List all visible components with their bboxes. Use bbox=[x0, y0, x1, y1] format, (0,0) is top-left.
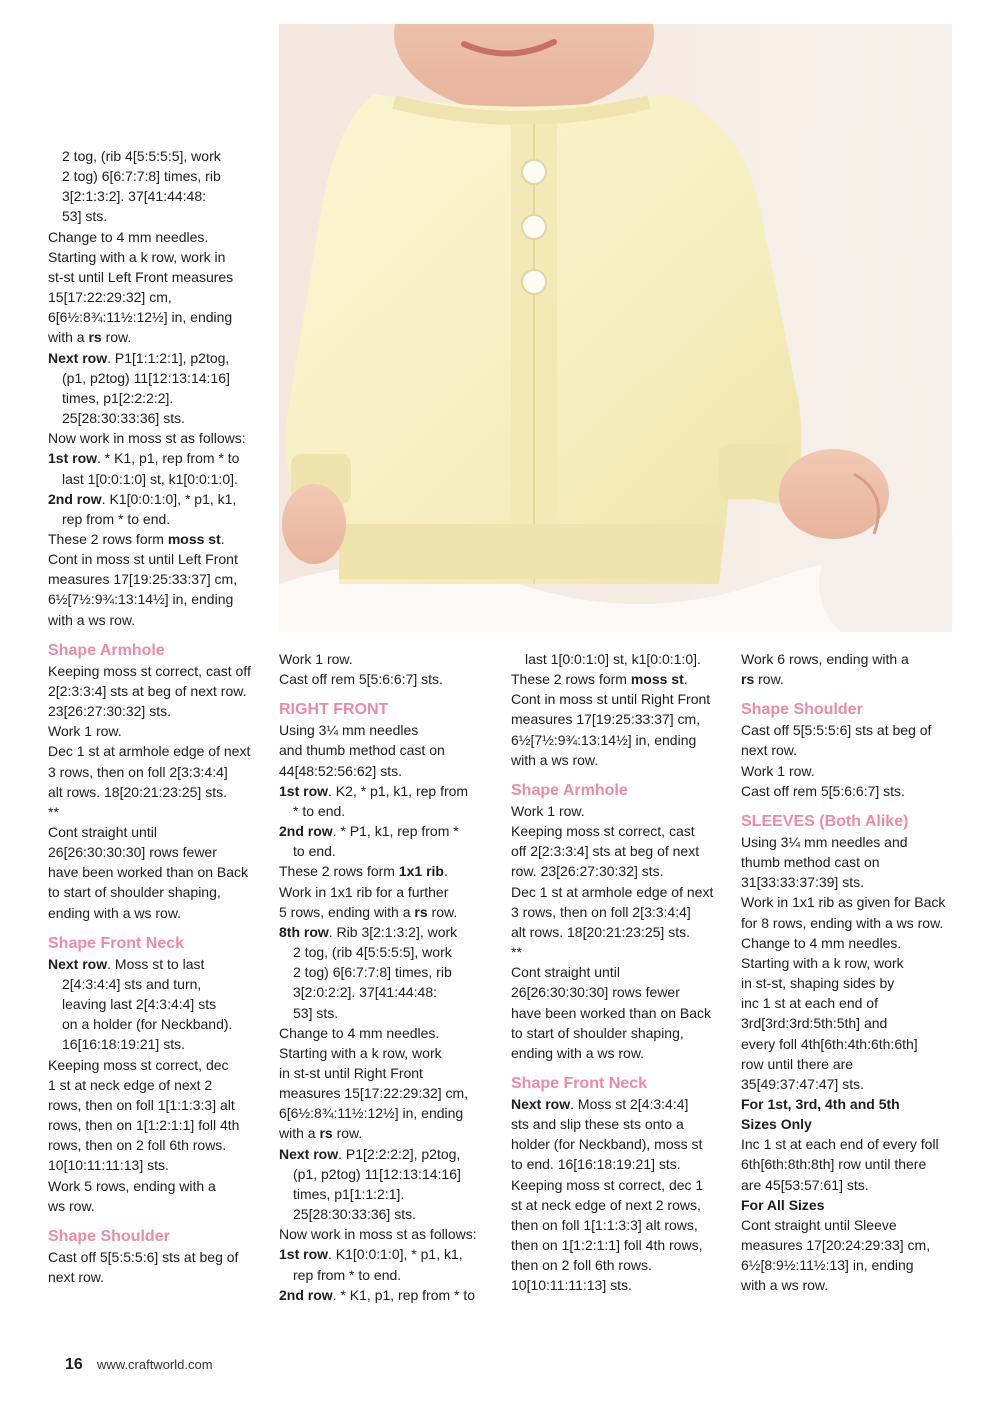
pattern-line: in st-st, shaping sides by bbox=[741, 975, 895, 992]
section-heading: RIGHT FRONT bbox=[279, 701, 389, 719]
pattern-line: 6[6½:8¾:11½:12½] in, ending bbox=[48, 309, 233, 326]
line-text: These 2 rows form bbox=[511, 671, 631, 688]
pattern-line: 6½[7½:9¾:13:14½] in, ending bbox=[48, 591, 234, 608]
pattern-line: Using 3¼ mm needles and bbox=[741, 833, 908, 850]
pattern-line: with a ws row. bbox=[511, 751, 599, 768]
pattern-line: 53] sts. bbox=[62, 208, 108, 225]
pattern-line: Starting with a k row, work bbox=[741, 954, 904, 971]
line-text: row. bbox=[427, 903, 458, 920]
bold-term: rs bbox=[414, 903, 428, 920]
pattern-line: to start of shoulder shaping, bbox=[48, 884, 221, 901]
pattern-line: Change to 4 mm needles. bbox=[741, 934, 902, 951]
line-text: with a bbox=[48, 329, 89, 346]
pattern-line: measures 17[19:25:33:37] cm, bbox=[511, 711, 701, 728]
bold-term: For 1st, 3rd, 4th and 5th bbox=[741, 1095, 900, 1112]
pattern-line bbox=[279, 1123, 499, 1143]
pattern-line: 31[33:33:37:39] sts. bbox=[741, 874, 864, 891]
pattern-line: then on 2 foll 6th rows. bbox=[511, 1257, 652, 1274]
pattern-line bbox=[48, 489, 268, 509]
bold-term: moss st bbox=[167, 530, 221, 547]
bold-term: rs bbox=[319, 1125, 333, 1142]
photo-illustration bbox=[279, 24, 952, 632]
pattern-line bbox=[279, 821, 499, 841]
pattern-line: thumb method cast on bbox=[741, 854, 880, 871]
pattern-line: next row. bbox=[48, 1268, 105, 1285]
line-text: . K1[0:0:1:0], * p1, k1, bbox=[101, 490, 237, 507]
pattern-line: 26[26:30:30:30] rows fewer bbox=[48, 844, 217, 861]
line-text: . K1[0:0:1:0], * p1, k1, bbox=[328, 1246, 463, 1263]
line-text: . Moss st to last bbox=[107, 955, 205, 972]
bold-term: 1st row bbox=[48, 450, 98, 467]
pattern-line bbox=[741, 669, 961, 689]
section-heading: Shape Armhole bbox=[48, 641, 165, 659]
section-heading: SLEEVES (Both Alike) bbox=[741, 812, 909, 830]
pattern-line bbox=[48, 954, 268, 974]
line-text: These 2 rows form bbox=[48, 530, 168, 547]
bold-term: 2nd row bbox=[279, 823, 333, 840]
pattern-line bbox=[48, 448, 268, 468]
bold-term: rs bbox=[88, 329, 102, 346]
line-text: . * K1, p1, rep from * to bbox=[97, 450, 240, 467]
pattern-line: last 1[0:0:1:0] st, k1[0:0:1:0]. bbox=[525, 651, 701, 667]
pattern-line: Work in 1x1 rib as given for Back bbox=[741, 894, 946, 911]
pattern-line bbox=[279, 861, 499, 881]
pattern-line: with a ws row. bbox=[741, 1277, 829, 1294]
bold-term: 8th row bbox=[279, 923, 329, 940]
pattern-line: 26[26:30:30:30] rows fewer bbox=[511, 984, 680, 1001]
pattern-line: 2[4:3:4:4] sts and turn, bbox=[62, 975, 202, 992]
bold-term: 1st row bbox=[279, 782, 329, 799]
pattern-line bbox=[741, 1114, 961, 1134]
pattern-line: 15[17:22:29:32] cm, bbox=[48, 289, 172, 306]
pattern-line: in st-st until Right Front bbox=[279, 1064, 423, 1081]
pattern-line bbox=[741, 1094, 961, 1114]
pattern-line: rows, then on foll 1[1:1:3:3] alt bbox=[48, 1096, 235, 1113]
pattern-line: rep from * to end. bbox=[62, 510, 171, 527]
page-number: 16 bbox=[65, 1356, 83, 1373]
line-text: . K2, * p1, k1, rep from bbox=[328, 782, 469, 799]
pattern-line: to end. bbox=[293, 843, 336, 860]
bold-term: 1st row bbox=[279, 1246, 329, 1263]
pattern-line: 23[26:27:30:32] sts. bbox=[48, 703, 171, 720]
line-text: row. bbox=[332, 1125, 363, 1142]
pattern-line: 53] sts. bbox=[293, 1004, 339, 1021]
bold-term: 2nd row bbox=[279, 1286, 333, 1303]
pattern-line: 3rd[3rd:3rd:5th:5th] and bbox=[741, 1015, 888, 1032]
footer-url: www.craftworld.com bbox=[96, 1357, 213, 1372]
pattern-line: have been worked than on Back bbox=[48, 864, 249, 881]
pattern-line: to start of shoulder shaping, bbox=[511, 1024, 684, 1041]
pattern-line: st-st until Left Front measures bbox=[48, 268, 234, 285]
pattern-line bbox=[279, 1144, 499, 1164]
bold-term: 1x1 rib bbox=[398, 863, 444, 880]
pattern-line bbox=[741, 1195, 961, 1215]
pattern-line: holder (for Neckband), moss st bbox=[511, 1136, 703, 1153]
line-text: row. bbox=[754, 671, 784, 688]
pattern-line: measures 17[19:25:33:37] cm, bbox=[48, 571, 238, 588]
pattern-line: ending with a ws row. bbox=[48, 904, 182, 921]
pattern-line bbox=[279, 922, 499, 942]
pattern-line: Using 3¼ mm needles bbox=[279, 722, 419, 739]
line-text: . bbox=[443, 863, 448, 880]
pattern-line: 35[49:37:47:47] sts. bbox=[741, 1075, 864, 1092]
pattern-line: 3 rows, then on foll 2[3:3:4:4] bbox=[511, 903, 691, 920]
pattern-line bbox=[511, 669, 731, 689]
pattern-line: Change to 4 mm needles. bbox=[279, 1024, 440, 1041]
pattern-line: on a holder (for Neckband). bbox=[62, 1016, 233, 1033]
pattern-line: 3[2:1:3:2]. 37[41:44:48: bbox=[62, 188, 207, 205]
pattern-line: Cast off 5[5:5:5:6] sts at beg of bbox=[741, 722, 932, 739]
pattern-line: 25[28:30:33:36] sts. bbox=[293, 1206, 416, 1223]
pattern-line: Now work in moss st as follows: bbox=[279, 1226, 477, 1243]
pattern-line: measures 15[17:22:29:32] cm, bbox=[279, 1085, 469, 1102]
bold-term: Sizes Only bbox=[741, 1116, 812, 1133]
pattern-line: 6[6½:8¾:11½:12½] in, ending bbox=[279, 1105, 464, 1122]
section-heading: Shape Front Neck bbox=[48, 934, 185, 952]
pattern-line: Cast off 5[5:5:5:6] sts at beg of bbox=[48, 1248, 239, 1265]
bold-term: Next row bbox=[48, 955, 108, 972]
line-text: with a bbox=[279, 1125, 320, 1142]
pattern-line: Dec 1 st at armhole edge of next bbox=[48, 743, 251, 760]
pattern-line: off 2[2:3:3:4] sts at beg of next bbox=[511, 843, 700, 860]
pattern-line: times, p1[1:1:2:1]. bbox=[293, 1185, 405, 1202]
column-2 bbox=[279, 649, 499, 1305]
pattern-line: then on 1[1:2:1:1] foll 4th rows, bbox=[511, 1237, 703, 1254]
pattern-line: Work 6 rows, ending with a bbox=[741, 651, 909, 667]
pattern-line: sts and slip these sts onto a bbox=[511, 1116, 684, 1133]
pattern-line: 3[2:0:2:2]. 37[41:44:48: bbox=[293, 984, 438, 1001]
column-3 bbox=[511, 649, 731, 1296]
pattern-line: * to end. bbox=[293, 802, 346, 819]
pattern-line: and thumb method cast on bbox=[279, 742, 445, 759]
pattern-line: Keeping moss st correct, cast bbox=[511, 823, 695, 840]
pattern-line bbox=[48, 327, 268, 347]
line-text: . bbox=[220, 530, 225, 547]
line-text: . Moss st 2[4:3:4:4] bbox=[570, 1095, 689, 1112]
pattern-line bbox=[279, 1285, 499, 1305]
bold-term: moss st bbox=[630, 671, 684, 688]
pattern-line: alt rows. 18[20:21:23:25] sts. bbox=[48, 783, 227, 800]
pattern-line: rows, then on 1[1:2:1:1] foll 4th bbox=[48, 1117, 240, 1134]
pattern-line: 2[2:3:3:4] sts at beg of next row. bbox=[48, 682, 247, 699]
pattern-line: Work 1 row. bbox=[279, 651, 353, 667]
pattern-line: Work 1 row. bbox=[741, 762, 815, 779]
pattern-line: for 8 rows, ending with a ws row. bbox=[741, 914, 944, 931]
pattern-line: Keeping moss st correct, cast off bbox=[48, 662, 251, 679]
pattern-line: to end. 16[16:18:19:21] sts. bbox=[511, 1156, 681, 1173]
pattern-line: 10[10:11:11:13] sts. bbox=[48, 1157, 169, 1174]
section-heading: Shape Shoulder bbox=[741, 701, 863, 719]
pattern-line: row. 23[26:27:30:32] sts. bbox=[511, 863, 664, 880]
page-footer bbox=[65, 1356, 213, 1374]
pattern-line: 25[28:30:33:36] sts. bbox=[62, 410, 185, 427]
bold-term: Next row bbox=[511, 1095, 571, 1112]
pattern-line: ** bbox=[511, 944, 522, 961]
pattern-line: Now work in moss st as follows: bbox=[48, 430, 246, 447]
pattern-line: 2 tog) 6[6:7:7:8] times, rib bbox=[62, 168, 221, 185]
pattern-line: Change to 4 mm needles. bbox=[48, 228, 209, 245]
pattern-line: Cast off rem 5[5:6:6:7] sts. bbox=[741, 782, 905, 799]
pattern-line: Work 1 row. bbox=[48, 723, 122, 740]
bold-term: For All Sizes bbox=[741, 1196, 825, 1213]
pattern-line: Cont in moss st until Right Front bbox=[511, 691, 711, 708]
pattern-line: Work 5 rows, ending with a bbox=[48, 1177, 216, 1194]
pattern-line bbox=[511, 1094, 731, 1114]
pattern-line bbox=[48, 529, 268, 549]
pattern-line: next row. bbox=[741, 742, 798, 759]
pattern-line: 6th[6th:8th:8th] row until there bbox=[741, 1156, 927, 1173]
pattern-line: 2 tog, (rib 4[5:5:5:5], work bbox=[293, 944, 452, 961]
pattern-line: ending with a ws row. bbox=[511, 1044, 645, 1061]
line-text: 5 rows, ending with a bbox=[279, 903, 415, 920]
section-heading: Shape Armhole bbox=[511, 781, 628, 799]
pattern-line: Inc 1 st at each end of every foll bbox=[741, 1136, 939, 1153]
baby-cardigan-photo bbox=[279, 24, 952, 632]
bold-term: Next row bbox=[279, 1145, 339, 1162]
pattern-line: measures 17[20:24:29:33] cm, bbox=[741, 1237, 931, 1254]
line-text: . * K1, p1, rep from * to bbox=[332, 1286, 476, 1303]
pattern-line: Cast off rem 5[5:6:6:7] sts. bbox=[279, 671, 443, 688]
pattern-line: inc 1 st at each end of bbox=[741, 995, 878, 1012]
pattern-line: Cont straight until Sleeve bbox=[741, 1216, 897, 1233]
line-text: . * P1, k1, rep from * bbox=[332, 823, 459, 840]
line-text: . bbox=[683, 671, 688, 688]
pattern-line bbox=[279, 781, 499, 801]
pattern-line: Work 1 row. bbox=[511, 802, 585, 819]
pattern-line: Starting with a k row, work bbox=[279, 1044, 442, 1061]
pattern-line: have been worked than on Back bbox=[511, 1004, 712, 1021]
line-text: . P1[1:1:2:1], p2tog, bbox=[107, 349, 230, 366]
pattern-line: 2 tog, (rib 4[5:5:5:5], work bbox=[62, 148, 221, 164]
pattern-line: leaving last 2[4:3:4:4] sts bbox=[62, 996, 217, 1013]
pattern-line: every foll 4th[6th:4th:6th:6th] bbox=[741, 1035, 918, 1052]
pattern-line: 6½[7½:9¾:13:14½] in, ending bbox=[511, 731, 697, 748]
pattern-line: last 1[0:0:1:0] st, k1[0:0:1:0]. bbox=[62, 470, 238, 487]
pattern-line: times, p1[2:2:2:2]. bbox=[62, 389, 174, 406]
pattern-line: Starting with a k row, work in bbox=[48, 248, 226, 265]
pattern-line bbox=[48, 348, 268, 368]
pattern-line: 1 st at neck edge of next 2 bbox=[48, 1076, 213, 1093]
section-heading: Shape Front Neck bbox=[511, 1074, 648, 1092]
pattern-line: st at neck edge of next 2 rows, bbox=[511, 1196, 701, 1213]
pattern-line: 3 rows, then on foll 2[3:3:4:4] bbox=[48, 763, 228, 780]
pattern-line: 44[48:52:56:62] sts. bbox=[279, 762, 402, 779]
pattern-line: Keeping moss st correct, dec 1 bbox=[511, 1176, 704, 1193]
pattern-line bbox=[279, 902, 499, 922]
pattern-line: Work in 1x1 rib for a further bbox=[279, 883, 449, 900]
pattern-line: rep from * to end. bbox=[293, 1266, 402, 1283]
bold-term: rs bbox=[741, 671, 755, 688]
pattern-line: then on foll 1[1:1:3:3] alt rows, bbox=[511, 1216, 698, 1233]
column-4 bbox=[741, 649, 961, 1296]
pattern-line: Dec 1 st at armhole edge of next bbox=[511, 883, 714, 900]
pattern-line: rows, then on 2 foll 6th rows. bbox=[48, 1137, 227, 1154]
pattern-line: Cont straight until bbox=[511, 964, 620, 981]
pattern-line: alt rows. 18[20:21:23:25] sts. bbox=[511, 923, 690, 940]
pattern-line: 6½[8:9½:11½:13] in, ending bbox=[741, 1257, 914, 1274]
pattern-line: Cont straight until bbox=[48, 824, 157, 840]
line-text: . P1[2:2:2:2], p2tog, bbox=[338, 1145, 461, 1162]
line-text: These 2 rows form bbox=[279, 863, 399, 880]
pattern-line: (p1, p2tog) 11[12:13:14:16] bbox=[62, 369, 230, 386]
pattern-line: 2 tog) 6[6:7:7:8] times, rib bbox=[293, 964, 452, 981]
pattern-line: 16[16:18:19:21] sts. bbox=[62, 1036, 185, 1053]
pattern-line: row until there are bbox=[741, 1055, 854, 1072]
pattern-line: are 45[53:57:61] sts. bbox=[741, 1176, 869, 1193]
bold-term: 2nd row bbox=[48, 490, 102, 507]
pattern-line: Keeping moss st correct, dec bbox=[48, 1056, 229, 1073]
column-1 bbox=[48, 146, 268, 1287]
pattern-line: 10[10:11:11:13] sts. bbox=[511, 1277, 632, 1294]
pattern-line: ** bbox=[48, 803, 59, 820]
pattern-line: (p1, p2tog) 11[12:13:14:16] bbox=[293, 1165, 461, 1182]
bold-term: Next row bbox=[48, 349, 108, 366]
line-text: . Rib 3[2:1:3:2], work bbox=[328, 923, 458, 940]
pattern-line: ws row. bbox=[48, 1197, 95, 1214]
section-heading: Shape Shoulder bbox=[48, 1227, 170, 1245]
pattern-line: Cont in moss st until Left Front bbox=[48, 551, 238, 568]
pattern-line: with a ws row. bbox=[48, 611, 136, 628]
line-text: row. bbox=[101, 329, 132, 346]
pattern-line bbox=[279, 1244, 499, 1264]
